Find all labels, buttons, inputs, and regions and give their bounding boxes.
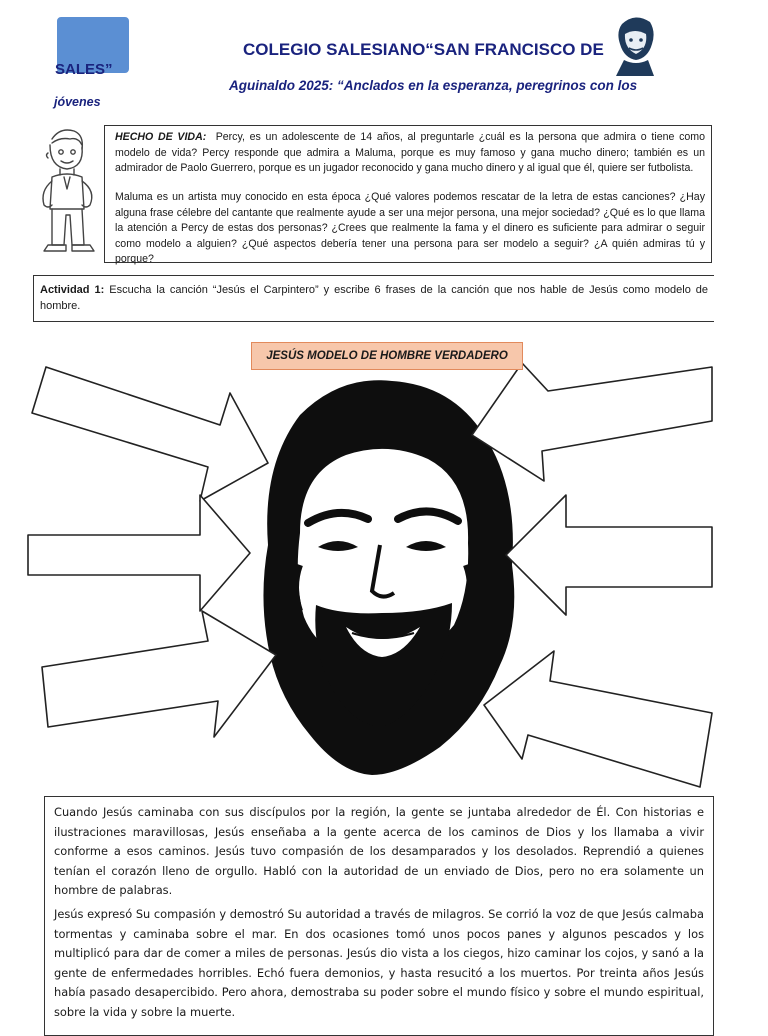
jesus-diagram: [0, 355, 768, 795]
hecho-de-vida-paragraph-1: [115, 130, 705, 177]
school-name-continuation: SALES”: [55, 61, 113, 78]
saint-portrait-icon: [610, 14, 660, 76]
hecho-de-vida-label: HECHO DE VIDA: [115, 131, 203, 143]
actividad-box: [33, 275, 714, 322]
school-name: COLEGIO SALESIANO“SAN FRANCISCO DE: [243, 40, 604, 59]
boy-illustration: [30, 125, 106, 257]
actividad-text: Escucha la canción “Jesús el Carpintero” y escribe 6 frases de la canción que nos hable de Jesús como modelo de hombre.: [40, 284, 709, 312]
arrow-left-top: [32, 367, 268, 501]
actividad-label: Actividad 1:: [40, 284, 105, 296]
story-box: [44, 796, 714, 1036]
arrow-left-middle: [28, 495, 250, 611]
arrow-right-top: [472, 363, 712, 481]
arrow-right-bottom: [484, 651, 712, 787]
hecho-de-vida-box: [104, 125, 712, 263]
hecho-de-vida-label-colon: :: [202, 131, 207, 143]
aguinaldo-motto: Aguinaldo 2025: “Anclados en la esperanza, peregrinos con los: [229, 78, 638, 93]
hecho-de-vida-paragraph-2: Maluma es un artista muy conocido en esta época ¿Qué valores podemos rescatar de la letra de estas canciones? ¿Hay alguna frase célebre del cantante que realmente ayude a ser una mejor persona, una mejor sociedad? ¿Qué es lo que llama la atención a Percy de estas dos personas? ¿Crees que realmente la fama y el dinero es suficiente para admirar o seguir como modelo a alguien? ¿Qué aspectos debería tener una persona para ser modelo a seguir? ¿A quién admiras tú y porque?: [115, 191, 705, 265]
actividad-paragraph: [40, 282, 708, 314]
arrow-right-middle: [506, 495, 712, 615]
story-paragraph-2: Jesús expresó Su compasión y demostró Su autoridad a través de milagros. Se corrió la voz de que Jesús calmaba tormentas y caminaba sobre el mar. En dos ocasiones tomó unos pocos panes y algunos pescados y los multiplicó para dar de comer a miles de personas. Jesús dio vista a los ciegos, hizo caminar los cojos, y sanó a la gente de enfermedades horribles. Echó fuera demonios, y hasta resucitó a los muertos. Por treinta años Jesús había pasado desapercibido. Pero ahora, demostraba su poder sobre el mundo físico y sobre el mundo espiritual, sobre la vida y sobre la muerte.: [54, 907, 704, 1019]
aguinaldo-motto-continuation: jóvenes: [54, 95, 101, 109]
jesus-face-illustration: [263, 380, 514, 775]
hecho-de-vida-text-1: Percy, es un adolescente de 14 años, al preguntarle ¿cuál es la persona que admira o tiene como modelo de vida? Percy responde que admira a Maluma, porque es muy famoso y gana mucho dinero; también es un admirador de Paolo Guerrero, porque es un jugador reconocido y gana mucho dinero y al igual que él, quiere ser futbolista.: [115, 131, 705, 174]
arrow-left-bottom: [42, 611, 276, 737]
story-paragraph-1: Cuando Jesús caminaba con sus discípulos por la región, la gente se juntaba alrededor de Él. Con historias e ilustraciones maravillosas, Jesús enseñaba a la gente acerca de los caminos de Dios y los llamaba a vivir conforme a esos caminos. Jesús tuvo compasión de los desamparados y los desolados. Reprendió a quienes tenían el corazón lleno de orgullo. Habló con la autoridad de un enviado de Dios, pero no era solamente un hombre de palabras.: [54, 805, 704, 897]
diagram-title: JESÚS MODELO DE HOMBRE VERDADERO: [251, 342, 523, 370]
